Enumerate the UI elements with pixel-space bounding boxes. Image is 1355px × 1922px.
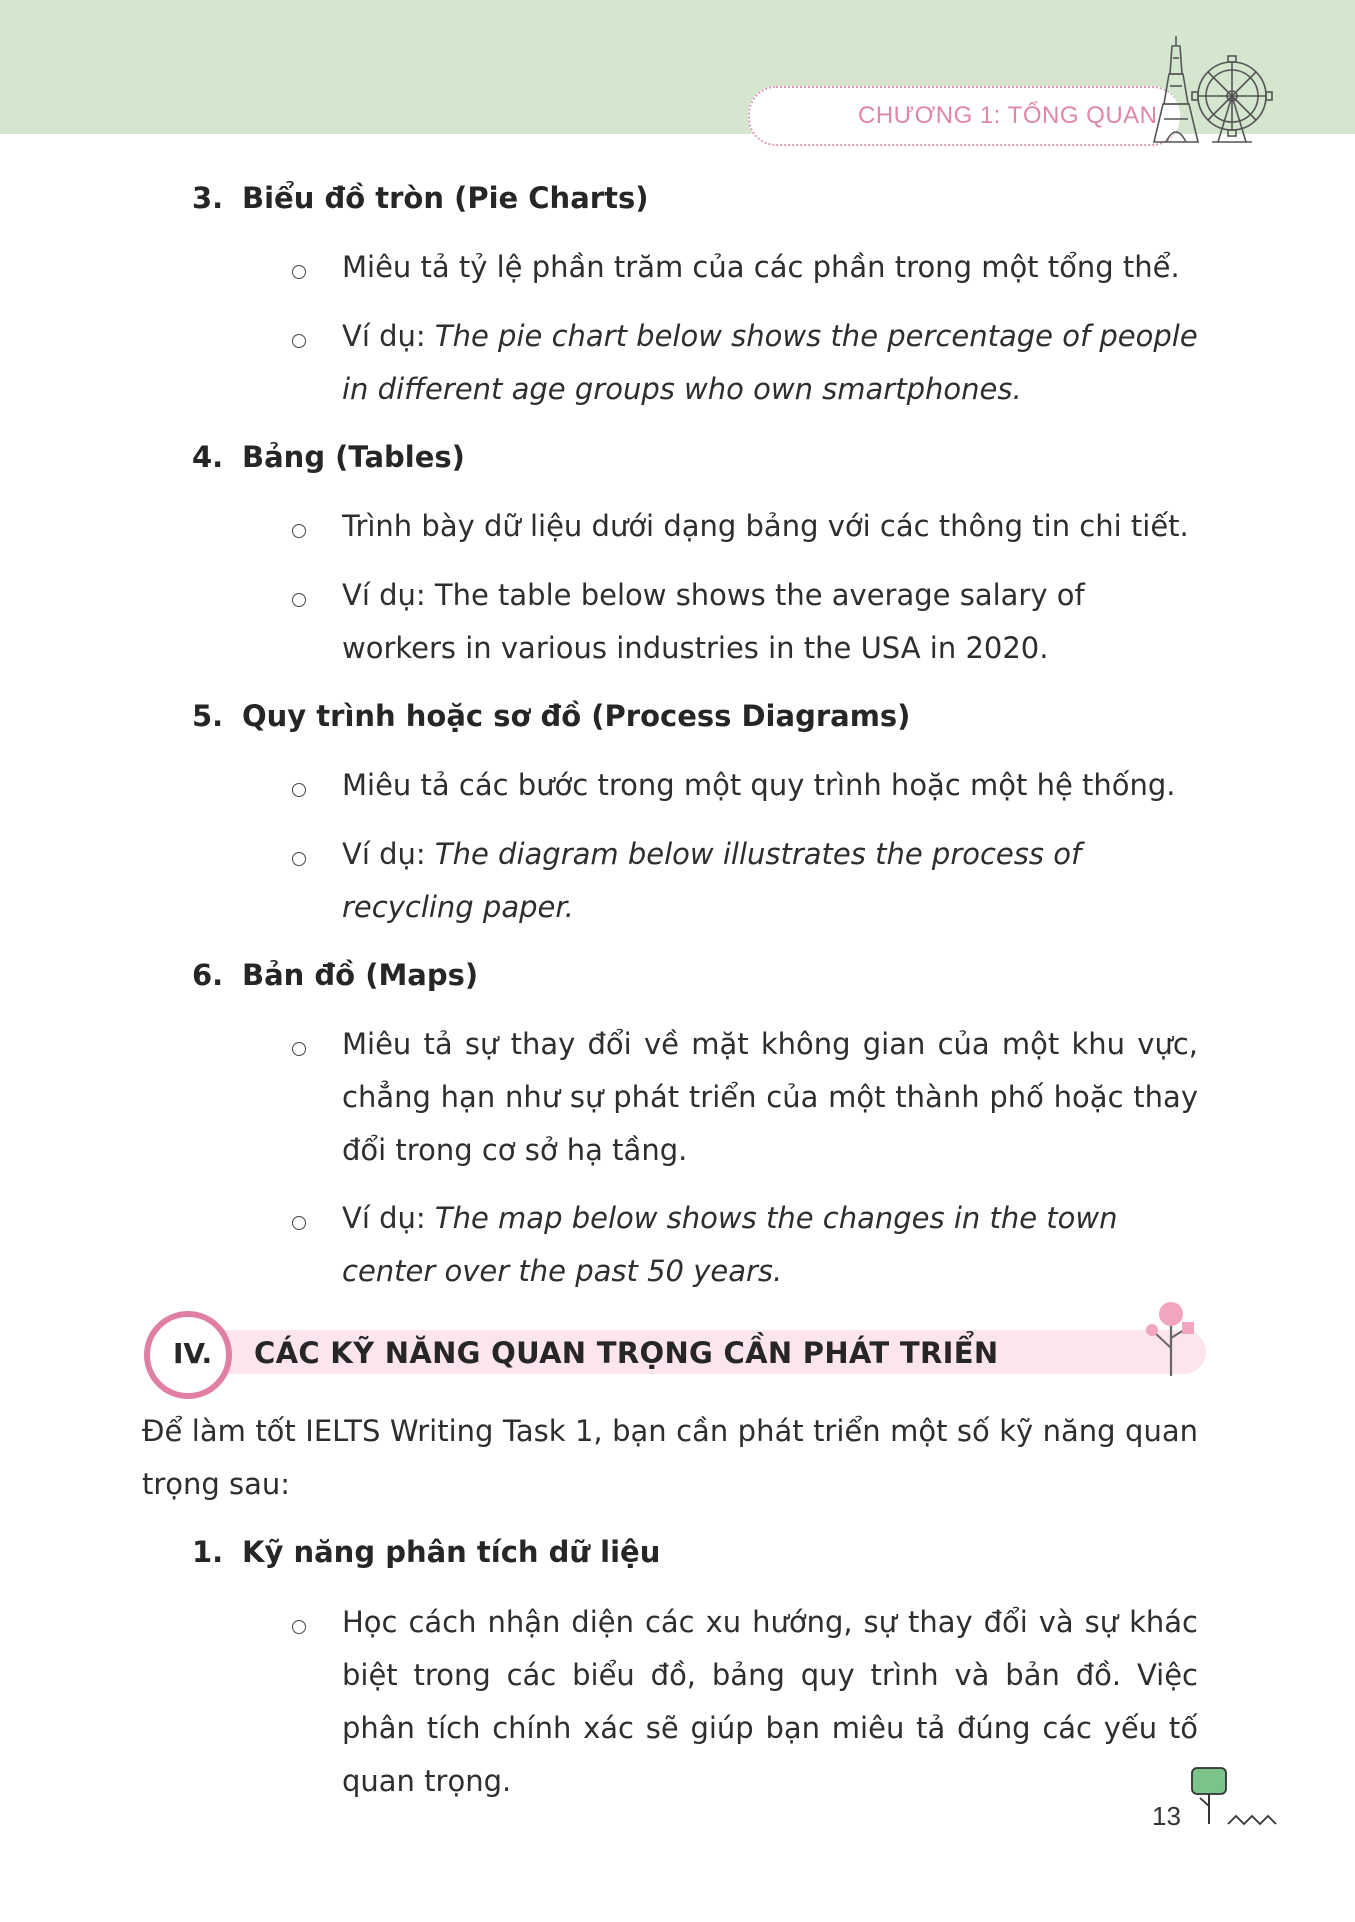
item-title: Bảng (Tables) bbox=[242, 440, 465, 474]
section-number: IV. bbox=[173, 1337, 213, 1370]
item-description: Miêu tả tỷ lệ phần trăm của các phần trong một tổng thể. bbox=[342, 250, 1180, 284]
chapter-label: CHƯƠNG 1: TỔNG QUAN bbox=[858, 102, 1158, 129]
item-title: Quy trình hoặc sơ đồ (Process Diagrams) bbox=[242, 699, 911, 733]
item-number: 6. bbox=[192, 958, 224, 992]
item-description: Trình bày dữ liệu dưới dạng bảng với các thông tin chi tiết. bbox=[342, 509, 1189, 543]
item-title: Biểu đồ tròn (Pie Charts) bbox=[242, 181, 649, 215]
bullet-circle-icon bbox=[292, 1042, 306, 1056]
bullet-circle-icon bbox=[292, 265, 306, 279]
eiffel-ferris-wheel-icon bbox=[1148, 34, 1278, 146]
section-title: CÁC KỸ NĂNG QUAN TRỌNG CẦN PHÁT TRIỂN bbox=[254, 1336, 999, 1370]
item-example: Ví dụ: The pie chart below shows the percentage of people in different age groups who own smartphones. bbox=[342, 319, 1198, 406]
item-example: Ví dụ: The map below shows the changes in the town center over the past 50 years. bbox=[342, 1201, 1118, 1288]
bullet-circle-icon bbox=[292, 1620, 306, 1634]
item-example: Ví dụ: The diagram below illustrates the process of recycling paper. bbox=[342, 837, 1082, 924]
bullet-circle-icon bbox=[292, 524, 306, 538]
bullet-circle-icon bbox=[292, 593, 306, 607]
skill-title: Kỹ năng phân tích dữ liệu bbox=[242, 1535, 661, 1569]
bullet-circle-icon bbox=[292, 783, 306, 797]
bullet-circle-icon bbox=[292, 1216, 306, 1230]
item-number: 5. bbox=[192, 699, 224, 733]
bullet-circle-icon bbox=[292, 334, 306, 348]
page-number: 13 bbox=[1152, 1801, 1181, 1831]
item-description: Miêu tả các bước trong một quy trình hoặc một hệ thống. bbox=[342, 768, 1176, 802]
item-title: Bản đồ (Maps) bbox=[242, 958, 479, 992]
section-intro: Để làm tốt IELTS Writing Task 1, bạn cần phát triển một số kỹ năng quan trọng sau: bbox=[142, 1414, 1198, 1501]
item-example: Ví dụ: The table below shows the average salary of workers in various industries in the USA in 2020. bbox=[342, 578, 1085, 665]
tree-doodle-icon bbox=[1190, 1766, 1280, 1828]
skill-description: Học cách nhận diện các xu hướng, sự thay đổi và sự khác biệt trong các biểu đồ, bảng quy trình và bản đồ. Việc phân tích chính xác sẽ giúp bạn miêu tả đúng các yếu tố quan trọng. bbox=[342, 1605, 1198, 1798]
item-description: Miêu tả sự thay đổi về mặt không gian của một khu vực, chẳng hạn như sự phát triển của một thành phố hoặc thay đổi trong cơ sở hạ tầng. bbox=[342, 1027, 1198, 1167]
tree-icon bbox=[1140, 1296, 1200, 1378]
bullet-circle-icon bbox=[292, 852, 306, 866]
item-number: 4. bbox=[192, 440, 224, 474]
item-number: 3. bbox=[192, 181, 224, 215]
skill-number: 1. bbox=[192, 1535, 224, 1569]
